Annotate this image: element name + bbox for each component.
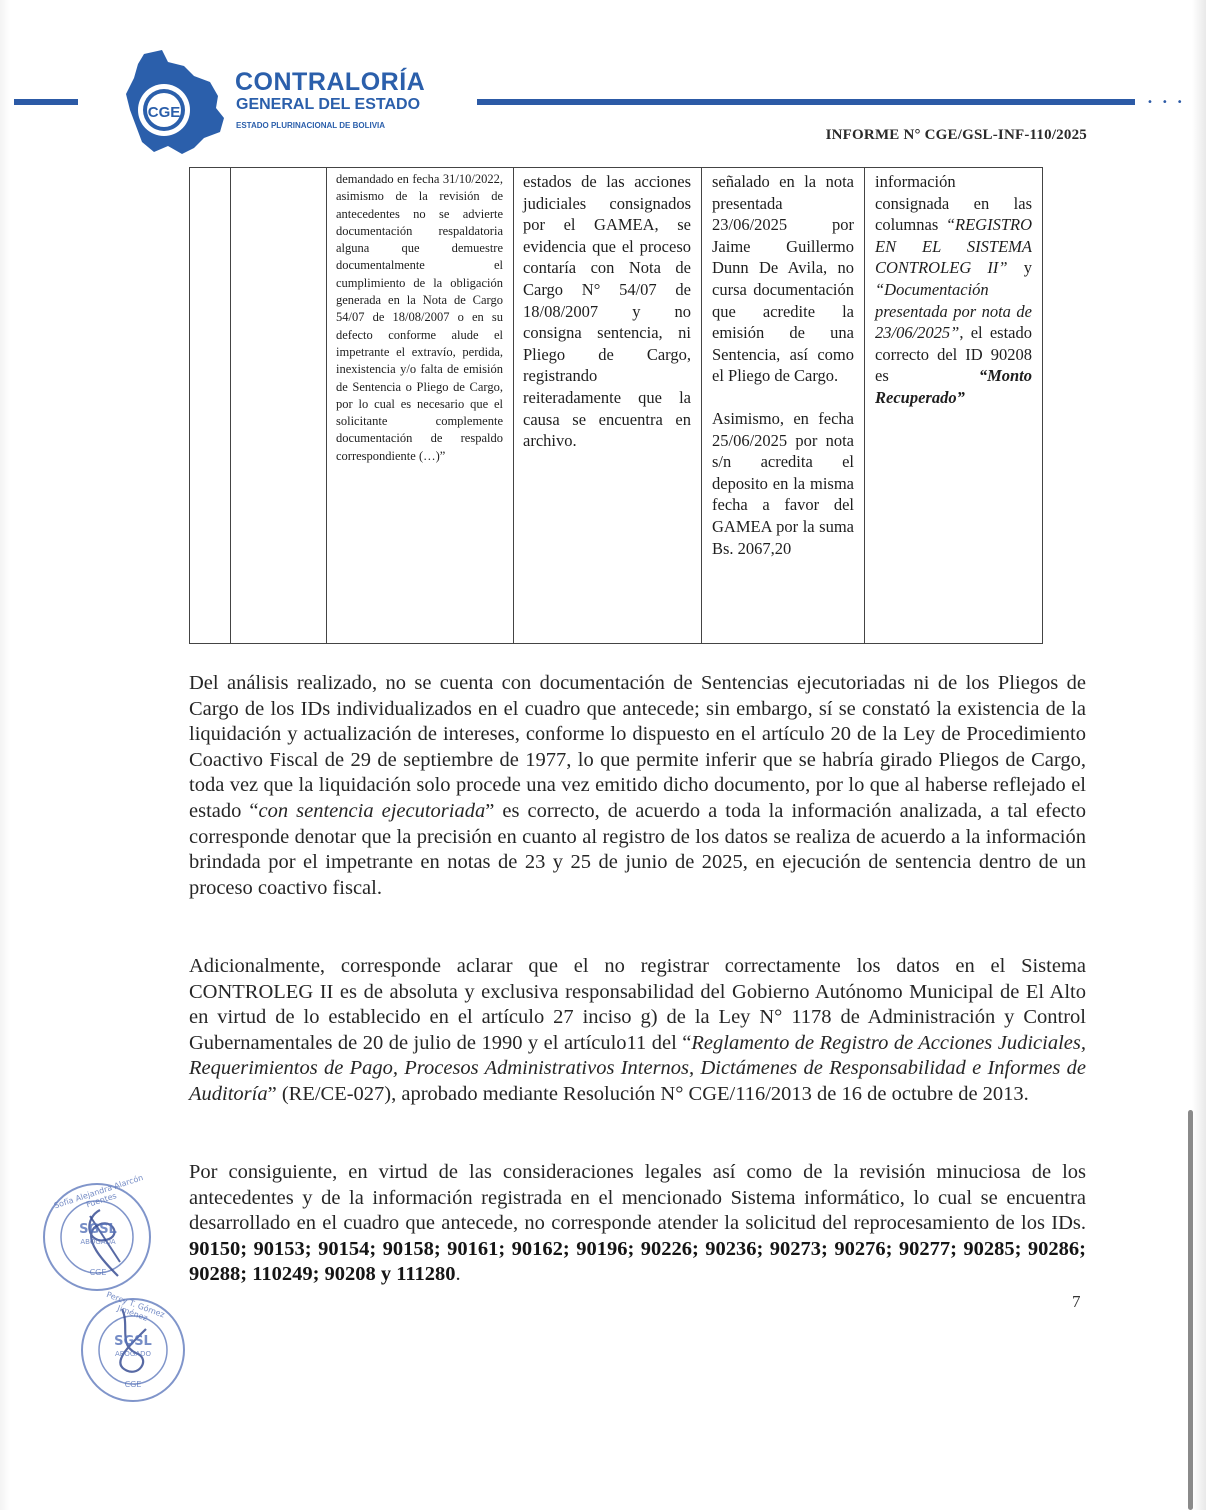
documentation-paragraph-1: señalado en la nota presentada 23/06/2025 por Jaime Guillermo Dunn De Avila, no cursa documentación que acredite la emisión de una Sentencia, así como el Pliego de Cargo. xyxy=(712,172,854,386)
table-column-divider xyxy=(701,168,702,643)
conclusion-text: información consignada en las columnas xyxy=(875,172,1032,235)
stamp-1-initials: SGSL xyxy=(79,1222,117,1237)
conclusion-quote-registro: “REGISTRO EN EL SISTEMA CONTROLEG II” xyxy=(875,215,1032,278)
table-cell-documentation xyxy=(712,171,854,559)
table-column-divider xyxy=(513,168,514,643)
conclusion-quote-documentacion: “Documentación presentada por nota de 23/06/2025” xyxy=(875,279,1032,343)
stamp-1-role: ABOGADA xyxy=(80,1238,116,1246)
paragraph-responsibility xyxy=(189,954,1086,1108)
header-rule-dots: ••• xyxy=(1147,97,1192,108)
conclusion-status: “Monto Recuperado” xyxy=(875,366,1032,407)
table-cell-conclusion xyxy=(875,171,1032,409)
paragraph-text: Por consiguiente, en virtud de las consideraciones legales así como de la revisión minuciosa de los antecedentes y de la información registrada en el mencionado Sistema informático, lo cual se encuentra desarrollado en el cuadro que antecede, no corresponde atender la solicitud del reprocesamiento de los IDs. xyxy=(189,1161,1086,1235)
stamp-1-name: Sofía Alejandra Alarcón Fuentes xyxy=(52,1173,145,1211)
paragraph-emphasis: Reglamento de Registro de Acciones Judiciales, Requerimientos de Pago, Procesos Administrativos Internos, Dictámenes de Responsabilidad e Informes de Auditoría xyxy=(189,1031,1086,1105)
stamp-2-role: ABOGADO xyxy=(114,1350,152,1358)
paragraph-analysis xyxy=(189,671,1086,901)
paragraph-text: . xyxy=(455,1263,461,1286)
org-name: CONTRALORÍA xyxy=(235,68,426,96)
stamp-2-initials: SGSL xyxy=(114,1334,152,1349)
page-number: 7 xyxy=(1072,1292,1081,1311)
table-cell-observation: demandado en fecha 31/10/2022, asimismo de la revisión de antecedentes no se advierte documentación respaldatoria alguna que demuestre documentalmente el cumplimiento de la obligación generada en la Nota de Cargo 54/07 de 18/08/2007 o en su defecto conforme alude el impetrante el extravío, perdida, inexistencia y/o falta de emisión de Sentencia o Pliego de Cargo, por lo cual es necesario que el solicitante complemente documentación de respaldo correspondiente (…)” xyxy=(336,172,503,463)
stamp-1-org: CGE xyxy=(89,1268,107,1277)
stamp-2-org: CGE xyxy=(124,1380,142,1389)
table-cell-judicial-status: estados de las acciones judiciales consignados por el GAMEA, se evidencia que el proceso contaría con Nota de Cargo N° 54/07 de 18/08/2007 y no consigna sentencia, ni Pliego de Cargo, registrando reiteradamente que la causa se encuentra en archivo. xyxy=(523,172,691,451)
paragraph-text: ” es correcto, de acuerdo a toda la información analizada, a tal efecto corresponde denotar que la precisión en cuanto al registro de los datos se realiza de acuerdo a la información brindada por el impetrante en notas de 23 y 25 de junio de 2025, en ejecución de sentencia dentro de un proceso coactivo fiscal. xyxy=(189,799,1086,899)
report-number: INFORME N° CGE/GSL-INF-110/2025 xyxy=(825,127,1087,143)
paragraph-emphasis: con sentencia ejecutoriada xyxy=(258,799,486,822)
table-column-divider xyxy=(230,168,231,643)
table-column-divider xyxy=(864,168,865,643)
table-column-divider xyxy=(326,168,327,643)
conclusion-text: y xyxy=(1007,258,1032,278)
conclusion-text: , el estado correcto del ID 90208 es xyxy=(875,323,1032,386)
paragraph-text: ” (RE/CE-027), aprobado mediante Resolución N° CGE/116/2013 de 16 de octubre de 2013. xyxy=(267,1082,1029,1105)
id-list: 90150; 90153; 90154; 90158; 90161; 90162; 90196; 90226; 90236; 90273; 90276; 90277; 90285; 90286; 90288; 110249; 90208 y 111280 xyxy=(189,1237,1086,1286)
scrollbar-thumb[interactable] xyxy=(1188,1110,1193,1510)
paragraph-text: Del análisis realizado, no se cuenta con documentación de Sentencias ejecutoriadas ni de los Pliegos de Cargo de los IDs individualizados en el cuadro que antecede; sin embargo, sí se constató la existencia de la liquidación y actualización de intereses, conforme lo dispuesto en el artículo 20 de la Ley de Procedimiento Coactivo Fiscal de 29 de septiembre de 1977, lo que permite inferir que se habría girado Pliegos de Cargo, toda vez que la liquidación solo procede una vez emitido dicho documento, por lo que al haberse reflejado el estado “ xyxy=(189,672,1086,822)
org-subtitle: GENERAL DEL ESTADO xyxy=(236,96,421,113)
analysis-table xyxy=(189,167,1043,644)
cge-logo-icon xyxy=(124,48,230,158)
header-rule-right xyxy=(477,99,1135,105)
org-country: ESTADO PLURINACIONAL DE BOLIVIA xyxy=(236,121,386,130)
stamp-2-name: Percy T. Gómez Jiménez xyxy=(105,1290,166,1323)
paragraph-text: Adicionalmente, corresponde aclarar que el no registrar correctamente los datos en el Sistema CONTROLEG II es de absoluta y exclusiva responsabilidad del Gobierno Autónomo Municipal de El Alto en virtud de lo establecido en el artículo 27 inciso g) de la Ley N° 1178 de Administración y Control Gubernamentales de 20 de julio de 1990 y el artículo11 del “ xyxy=(189,955,1086,1054)
logo-letters: CGE xyxy=(147,104,181,121)
paragraph-conclusion xyxy=(189,1160,1086,1288)
documentation-paragraph-2: Asimismo, en fecha 25/06/2025 por nota s/n acredita el deposito en la misma fecha a favor del GAMEA por la suma Bs. 2067,20 xyxy=(712,408,854,558)
header-rule-left xyxy=(14,99,78,105)
